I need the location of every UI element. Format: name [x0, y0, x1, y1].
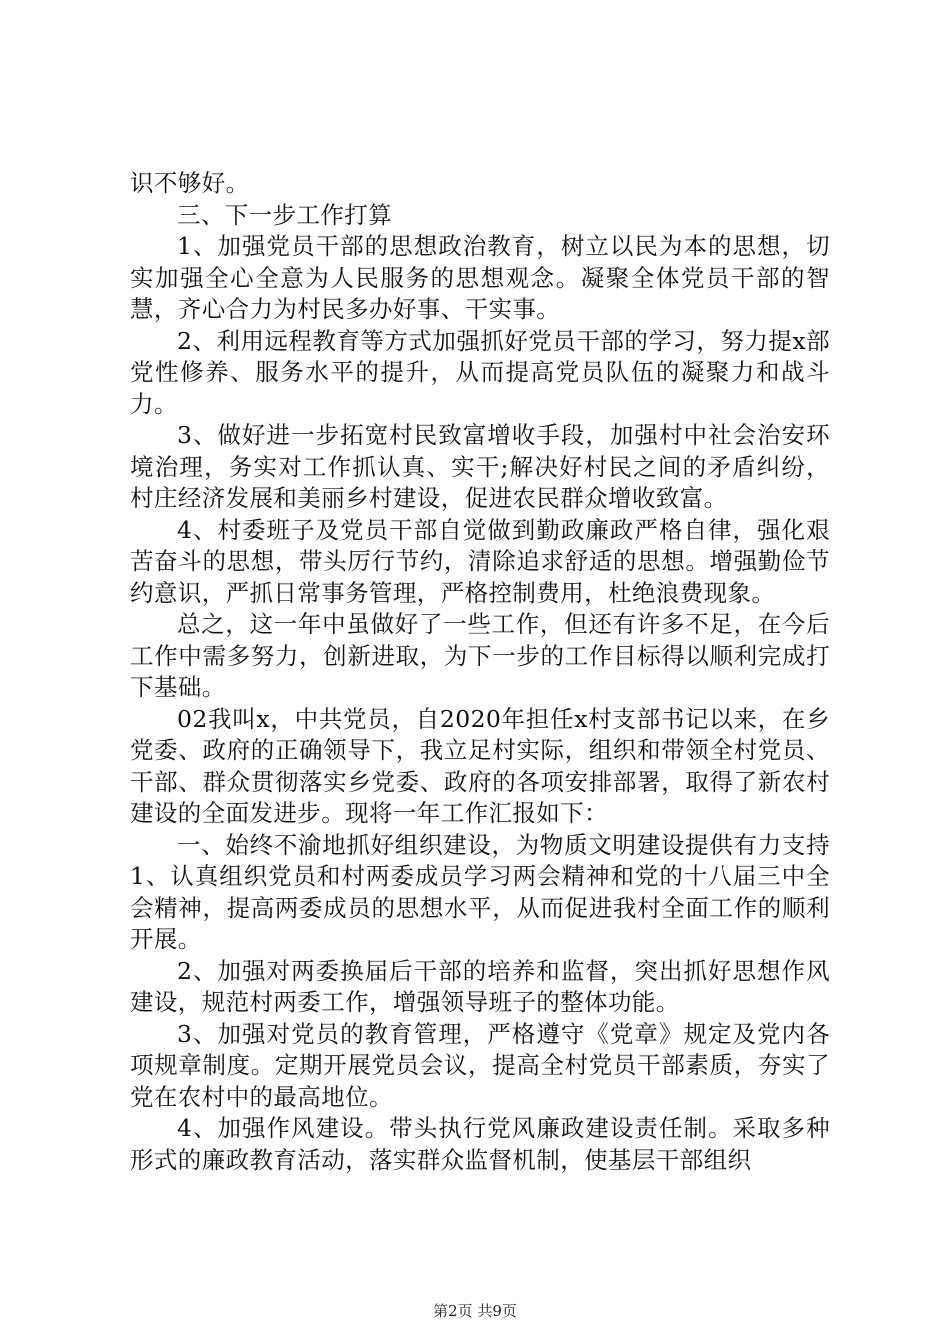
- page-number: 第2页 共9页: [433, 1302, 517, 1320]
- paragraph-continuation: 识不够好。: [130, 169, 250, 197]
- paragraph-work-style: 4、加强作风建设。带头执行党风廉政建设责任制。采取多种形式的廉政教育活动，落实群众监督机制，使基层干部组织: [130, 1114, 830, 1174]
- page-footer: [0, 1300, 950, 1321]
- paragraph-plan-3: 3、做好进一步拓宽村民致富增收手段，加强村中社会治安环境治理，务实对工作抓认真、实干;解决好村民之间的矛盾纠纷，村庄经济发展和美丽乡村建设，促进农民群众增收致富。: [130, 421, 830, 512]
- paragraph-report-02-intro: 02我叫x，中共党员，自2020年担任x村支部书记以来，在乡党委、政府的正确领导下，我立足村实际，组织和带领全村党员、干部、群众贯彻落实乡党委、政府的各项安排部署，取得了新农村建设的全面发进步。现将一年工作汇报如下：: [130, 704, 830, 827]
- paragraph-organization-building: 一、始终不渝地抓好组织建设，为物质文明建设提供有力支持1、认真组织党员和村两委成员学习两会精神和党的十八届三中全会精神，提高两委成员的思想水平，从而促进我村全面工作的顺利开展。: [130, 830, 830, 953]
- section-heading-next-steps: 三、下一步工作打算: [177, 200, 393, 229]
- paragraph-plan-4: 4、村委班子及党员干部自觉做到勤政廉政严格自律，强化艰苦奋斗的思想，带头厉行节约，清除追求舒适的思想。增强勤俭节约意识，严抓日常事务管理，严格控制费用，杜绝浪费现象。: [130, 515, 830, 607]
- paragraph-plan-2: 2、利用远程教育等方式加强抓好党员干部的学习，努力提x部党性修养、服务水平的提升，从而提高党员队伍的凝聚力和战斗力。: [130, 326, 830, 418]
- paragraph-cadre-training: 2、加强对两委换届后干部的培养和监督，突出抓好思想作风建设，规范村两委工作，增强领导班子的整体功能。: [130, 956, 830, 1016]
- paragraph-plan-1: 1、加强党员干部的思想政治教育，树立以民为本的思想，切实加强全心全意为人民服务的思想观念。凝聚全体党员干部的智慧，齐心合力为村民多办好事、干实事。: [130, 232, 830, 323]
- paragraph-summary: 总之，这一年中虽做好了一些工作，但还有许多不足，在今后工作中需多努力，创新进取，为下一步的工作目标得以顺利完成打下基础。: [130, 610, 830, 701]
- document-body: [130, 168, 830, 1176]
- paragraph-member-education: 3、加强对党员的教育管理，严格遵守《党章》规定及党内各项规章制度。定期开展党员会议，提高全村党员干部素质，夯实了党在农村中的最高地位。: [130, 1019, 830, 1111]
